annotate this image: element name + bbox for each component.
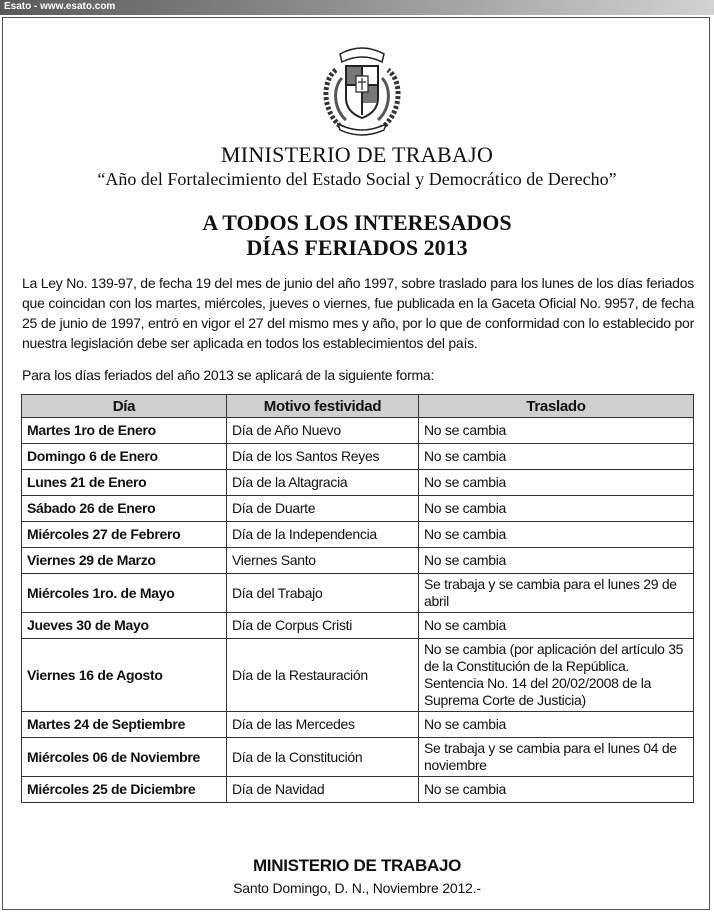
intro-paragraph: La Ley No. 139-97, de fecha 19 del mes de junio del año 1997, sobre traslado para los lunes de los días feriados que coincidan con los martes, miércoles, jueves o viernes, fue publicada en la Gaceta Oficial No. 9957, de fecha 25 de junio de 1997, entró en vigor el 27 del mismo mes y año, por lo que de conformidad con lo establecido por nuestra legislación debe ser aplicada en todos los establecimientos del país. — [22, 275, 694, 351]
transfer-cell: No se cambia — [419, 548, 694, 574]
day-cell: Martes 1ro de Enero — [22, 418, 227, 444]
transfer-cell: No se cambia (por aplicación del artículo 35 de la Constitución de la República. Sentencia No. 14 del 20/02/2008 de la Suprema Corte de Justicia) — [419, 639, 694, 712]
table-row — [22, 738, 694, 777]
transfer-cell: No se cambia — [419, 522, 694, 548]
day-cell: Jueves 30 de Mayo — [22, 613, 227, 639]
day-cell: Viernes 29 de Marzo — [22, 548, 227, 574]
title-line-1: A TODOS LOS INTERESADOS — [202, 210, 512, 235]
reason-cell: Día de la Restauración — [227, 639, 419, 712]
table-header-row — [22, 395, 694, 418]
reason-cell: Día de la Altagracia — [227, 470, 419, 496]
transfer-cell: No se cambia — [419, 444, 694, 470]
reason-cell: Día de Navidad — [227, 777, 419, 803]
reason-cell: Viernes Santo — [227, 548, 419, 574]
table-row — [22, 418, 694, 444]
footer-issuer: MINISTERIO DE TRABAJO — [252, 856, 462, 875]
reason-cell: Día de los Santos Reyes — [227, 444, 419, 470]
table-row — [22, 639, 694, 712]
table-row — [22, 522, 694, 548]
table-row — [22, 712, 694, 738]
transfer-cell: No se cambia — [419, 712, 694, 738]
coat-of-arms-icon — [316, 40, 408, 136]
footer-place-date: Santo Domingo, D. N., Noviembre 2012.- — [233, 880, 481, 896]
transfer-cell: No se cambia — [419, 418, 694, 444]
day-cell: Lunes 21 de Enero — [22, 470, 227, 496]
transfer-cell: No se cambia — [419, 470, 694, 496]
holidays-table — [21, 394, 694, 803]
table-row — [22, 496, 694, 522]
reason-cell: Día de Duarte — [227, 496, 419, 522]
table-row — [22, 548, 694, 574]
reason-cell: Día del Trabajo — [227, 574, 419, 613]
reason-cell: Día de la Independencia — [227, 522, 419, 548]
reason-cell: Día de Corpus Cristi — [227, 613, 419, 639]
day-cell: Miércoles 06 de Noviembre — [22, 738, 227, 777]
day-cell: Miércoles 25 de Diciembre — [22, 777, 227, 803]
column-header-transfer: Traslado — [419, 395, 694, 418]
table-row — [22, 574, 694, 613]
column-header-reason: Motivo festividad — [227, 395, 419, 418]
reason-cell: Día de Año Nuevo — [227, 418, 419, 444]
reason-cell: Día de la Constitución — [227, 738, 419, 777]
table-row — [22, 444, 694, 470]
lead-paragraph: Para los días feriados del año 2013 se aplicará de la siguiente forma: — [22, 367, 435, 383]
reason-cell: Día de las Mercedes — [227, 712, 419, 738]
notice-title — [0, 210, 714, 260]
transfer-cell: Se trabaja y se cambia para el lunes 29 de abril — [419, 574, 694, 613]
day-cell: Miércoles 1ro. de Mayo — [22, 574, 227, 613]
table-row — [22, 613, 694, 639]
watermark-text: Esato - www.esato.com — [4, 1, 116, 12]
table-row — [22, 470, 694, 496]
watermark-bar — [0, 0, 714, 15]
day-cell: Sábado 26 de Enero — [22, 496, 227, 522]
day-cell: Martes 24 de Septiembre — [22, 712, 227, 738]
transfer-cell: No se cambia — [419, 613, 694, 639]
transfer-cell: Se trabaja y se cambia para el lunes 04 de noviembre — [419, 738, 694, 777]
day-cell: Domingo 6 de Enero — [22, 444, 227, 470]
ministry-name: MINISTERIO DE TRABAJO — [220, 142, 494, 167]
year-motto: “Año del Fortalecimiento del Estado Social y Democrático de Derecho” — [97, 169, 617, 189]
title-line-2: DÍAS FERIADOS 2013 — [246, 235, 468, 260]
table-row — [22, 777, 694, 803]
day-cell: Miércoles 27 de Febrero — [22, 522, 227, 548]
transfer-cell: No se cambia — [419, 777, 694, 803]
column-header-day: Día — [22, 395, 227, 418]
transfer-cell: No se cambia — [419, 496, 694, 522]
day-cell: Viernes 16 de Agosto — [22, 639, 227, 712]
